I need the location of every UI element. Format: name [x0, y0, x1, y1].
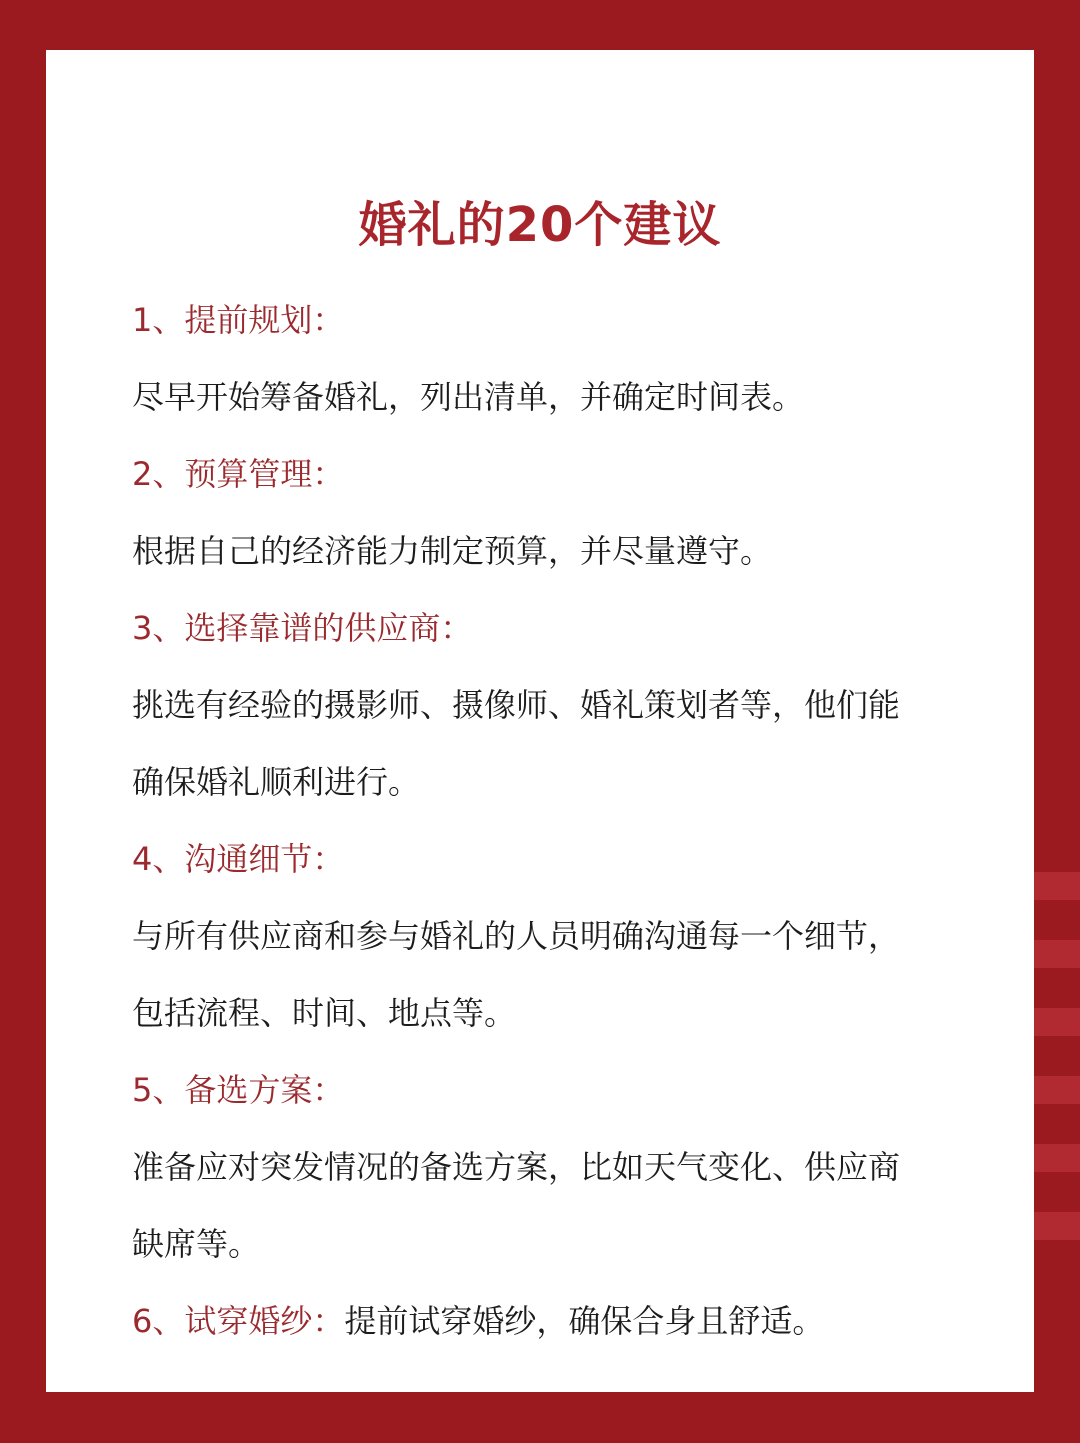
- tip-6-row: [132, 1283, 992, 1360]
- tip-5-heading: 5、备选方案：: [132, 1071, 345, 1109]
- tip-3-heading: 3、选择靠谱的供应商：: [132, 609, 473, 647]
- tip-6-body: 提前试穿婚纱，确保合身且舒适。: [344, 1302, 825, 1340]
- tip-6-heading: 6、试穿婚纱：: [132, 1302, 345, 1340]
- tip-3-body-line-1: 挑选有经验的摄影师、摄像师、婚礼策划者等，他们能: [132, 686, 901, 724]
- tip-2-body: 根据自己的经济能力制定预算，并尽量遵守。: [132, 532, 773, 570]
- page-title: 婚礼的20个建议: [358, 197, 722, 253]
- tip-3-body-line-2: 确保婚礼顺利进行。: [132, 763, 421, 801]
- tip-4-body-line-2: 包括流程、时间、地点等。: [132, 994, 517, 1032]
- content-card: [46, 50, 1034, 1392]
- tip-4-body-line-1: 与所有供应商和参与婚礼的人员明确沟通每一个细节，: [132, 917, 901, 955]
- tip-4-heading: 4、沟通细节：: [132, 840, 345, 878]
- tip-1-body: 尽早开始筹备婚礼，列出清单，并确定时间表。: [132, 378, 805, 416]
- tip-2-heading: 2、预算管理：: [132, 455, 345, 493]
- tips-list: [132, 282, 992, 1360]
- tip-1-heading: 1、提前规划：: [132, 301, 345, 339]
- tip-5-body-line-1: 准备应对突发情况的备选方案，比如天气变化、供应商: [132, 1148, 901, 1186]
- tip-5-body-line-2: 缺席等。: [132, 1225, 261, 1263]
